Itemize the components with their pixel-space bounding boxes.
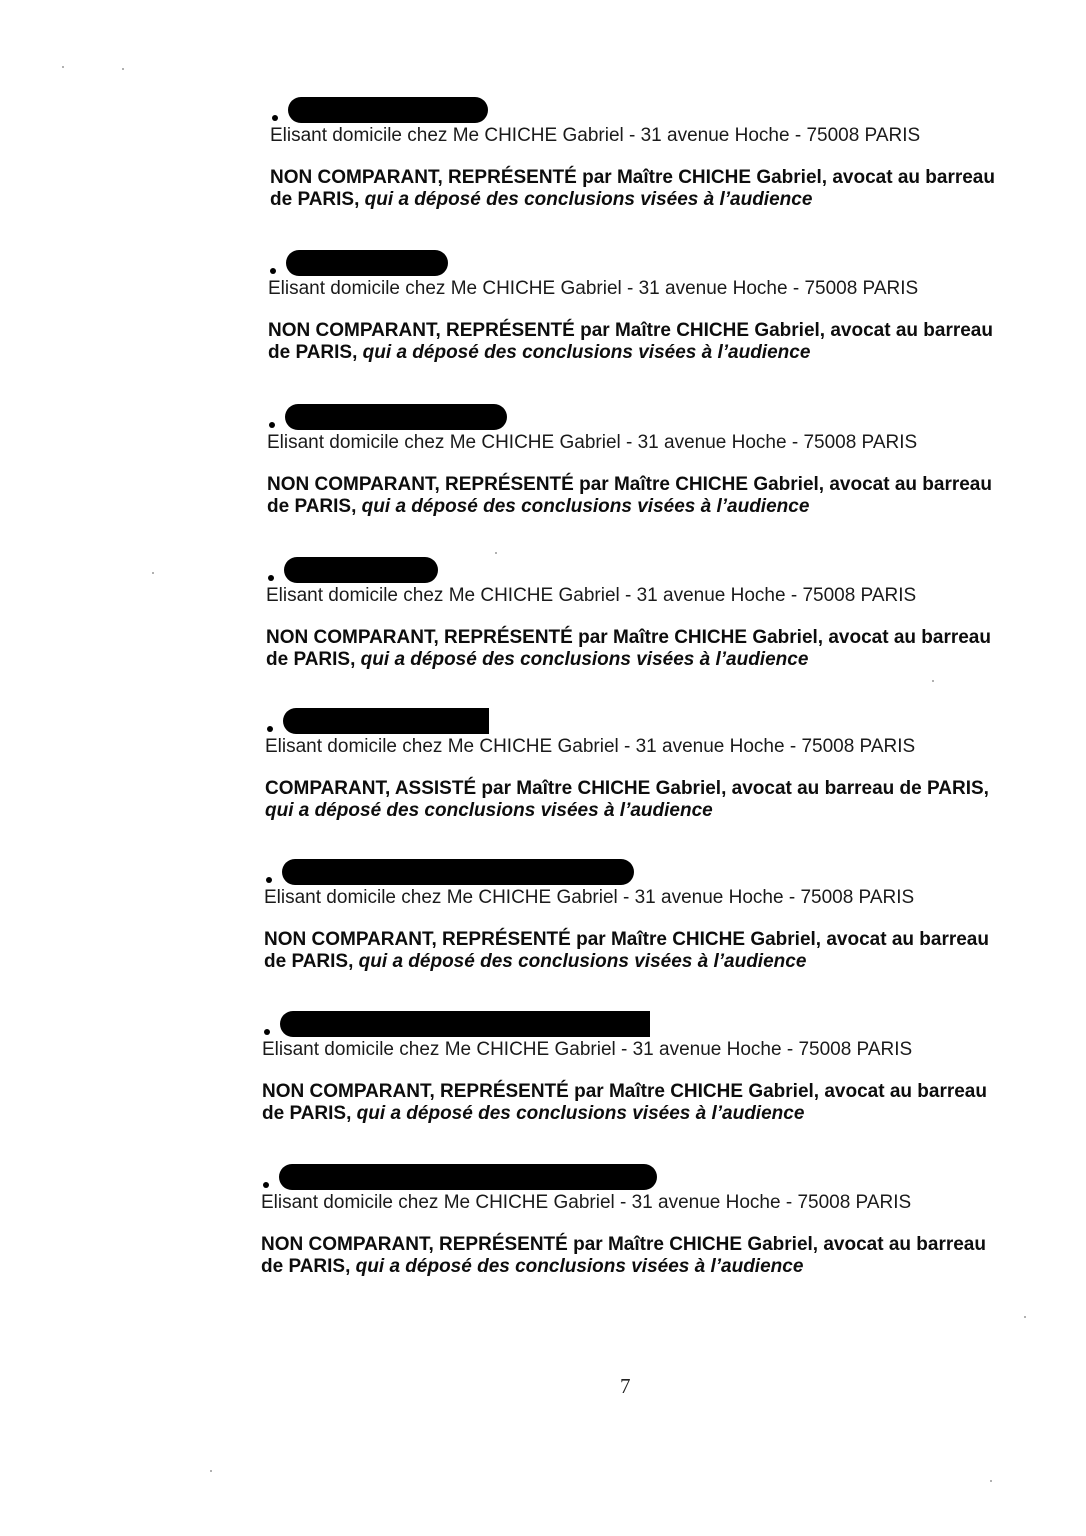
representation-statement [266, 627, 1006, 671]
bullet-icon [268, 575, 274, 581]
representation-italic: qui a déposé des conclusions visées à l’audience [355, 1256, 804, 1277]
representation-italic: qui a déposé des conclusions visées à l’audience [362, 342, 811, 363]
representation-bold: NON COMPARANT, REPRÉSENTÉ par Maître CHICHE Gabriel, avocat au barreau de PARIS, [262, 1081, 987, 1124]
representation-statement [262, 1081, 1002, 1125]
redacted-name [284, 557, 438, 583]
representation-bold: NON COMPARANT, REPRÉSENTÉ par Maître CHICHE Gabriel, avocat au barreau de PARIS, [268, 320, 993, 363]
bullet-icon [266, 877, 272, 883]
domicile-line: Elisant domicile chez Me CHICHE Gabriel - 31 avenue Hoche - 75008 PARIS [267, 432, 918, 453]
scan-speck [990, 1480, 992, 1482]
scan-speck [495, 552, 497, 554]
representation-statement [270, 167, 1010, 211]
representation-bold: NON COMPARANT, REPRÉSENTÉ par Maître CHICHE Gabriel, avocat au barreau de PARIS, [270, 167, 995, 210]
representation-italic: qui a déposé des conclusions visées à l’audience [360, 649, 809, 670]
scan-speck [122, 68, 124, 70]
representation-bold: COMPARANT, ASSISTÉ par Maître CHICHE Gabriel, avocat au barreau de PARIS, [265, 778, 989, 799]
representation-statement [261, 1234, 1001, 1278]
domicile-line: Elisant domicile chez Me CHICHE Gabriel - 31 avenue Hoche - 75008 PARIS [265, 736, 916, 757]
representation-bold: NON COMPARANT, REPRÉSENTÉ par Maître CHICHE Gabriel, avocat au barreau de PARIS, [267, 474, 992, 517]
representation-bold: NON COMPARANT, REPRÉSENTÉ par Maître CHICHE Gabriel, avocat au barreau de PARIS, [264, 929, 989, 972]
redacted-name [286, 250, 448, 276]
bullet-icon [269, 422, 275, 428]
page-number: 7 [620, 1374, 631, 1398]
representation-bold: NON COMPARANT, REPRÉSENTÉ par Maître CHICHE Gabriel, avocat au barreau de PARIS, [266, 627, 991, 670]
representation-italic: qui a déposé des conclusions visées à l’audience [361, 496, 810, 517]
representation-italic: qui a déposé des conclusions visées à l’audience [358, 951, 807, 972]
representation-italic: qui a déposé des conclusions visées à l’audience [265, 800, 713, 821]
bullet-icon [264, 1029, 270, 1035]
domicile-line: Elisant domicile chez Me CHICHE Gabriel - 31 avenue Hoche - 75008 PARIS [264, 887, 915, 908]
representation-statement [268, 320, 1008, 364]
representation-statement [264, 929, 1004, 973]
representation-statement [265, 778, 1005, 822]
scan-speck [62, 66, 64, 68]
redacted-name [288, 97, 488, 123]
domicile-line: Elisant domicile chez Me CHICHE Gabriel - 31 avenue Hoche - 75008 PARIS [268, 278, 919, 299]
scan-speck [1024, 1316, 1026, 1318]
scan-speck [210, 1470, 212, 1472]
domicile-line: Elisant domicile chez Me CHICHE Gabriel - 31 avenue Hoche - 75008 PARIS [270, 125, 921, 146]
redacted-name [283, 708, 489, 734]
domicile-line: Elisant domicile chez Me CHICHE Gabriel - 31 avenue Hoche - 75008 PARIS [266, 585, 917, 606]
domicile-line: Elisant domicile chez Me CHICHE Gabriel - 31 avenue Hoche - 75008 PARIS [261, 1192, 912, 1213]
scan-speck [152, 572, 154, 574]
bullet-icon [270, 268, 276, 274]
bullet-icon [263, 1182, 269, 1188]
representation-statement [267, 474, 1007, 518]
domicile-line: Elisant domicile chez Me CHICHE Gabriel - 31 avenue Hoche - 75008 PARIS [262, 1039, 913, 1060]
redacted-name [280, 1011, 650, 1037]
redacted-name [285, 404, 507, 430]
representation-bold: NON COMPARANT, REPRÉSENTÉ par Maître CHICHE Gabriel, avocat au barreau de PARIS, [261, 1234, 986, 1277]
redacted-name [279, 1164, 657, 1190]
representation-italic: qui a déposé des conclusions visées à l’audience [356, 1103, 805, 1124]
scan-speck [932, 680, 934, 682]
bullet-icon [267, 726, 273, 732]
representation-italic: qui a déposé des conclusions visées à l’audience [364, 189, 813, 210]
redacted-name [282, 859, 634, 885]
bullet-icon [272, 115, 278, 121]
